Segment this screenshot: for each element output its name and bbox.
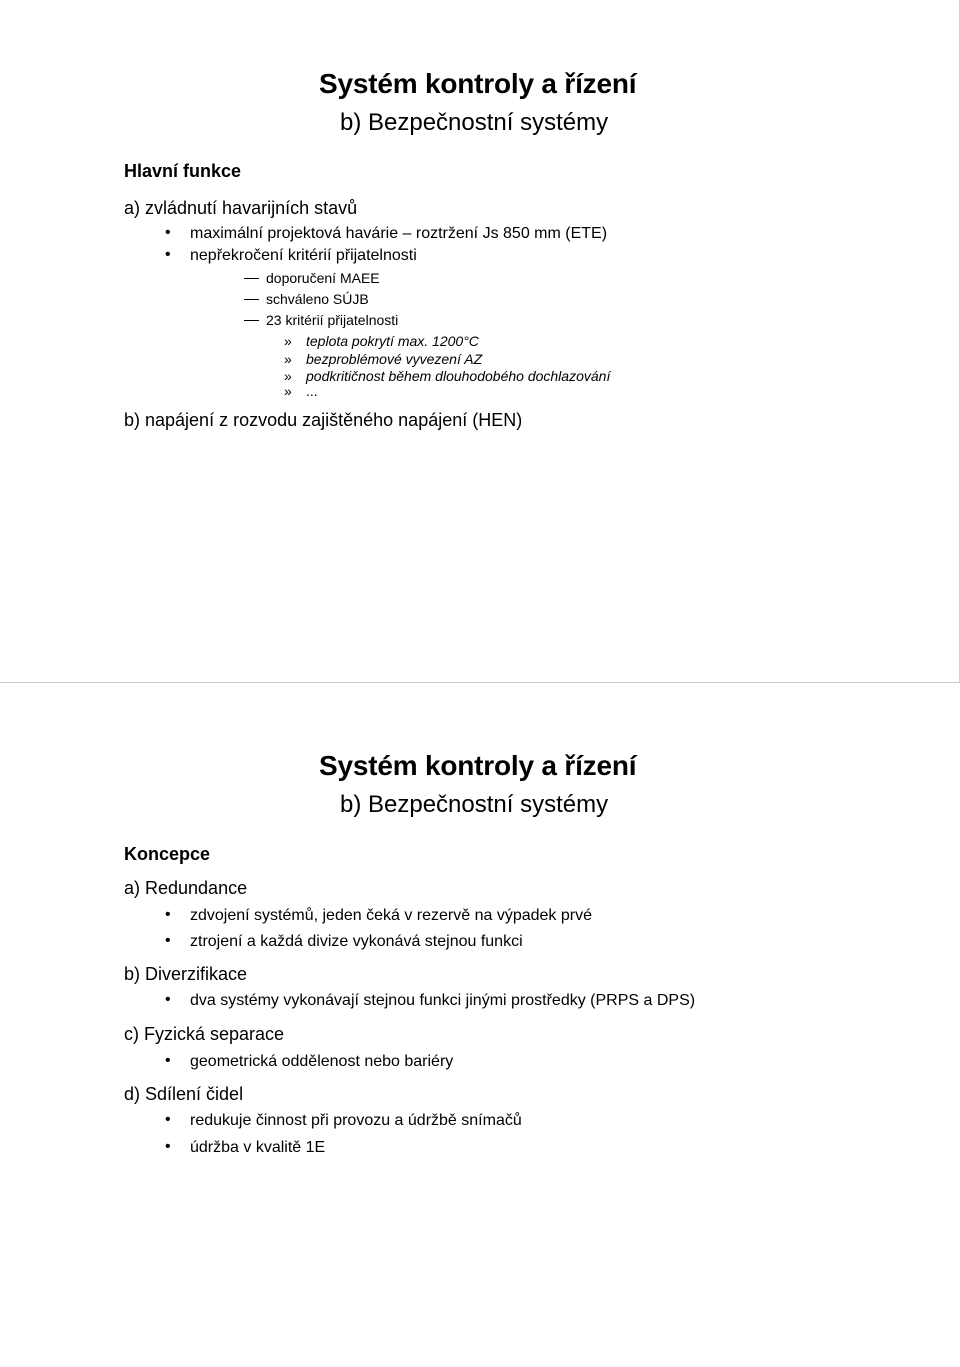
bullet-icon: •: [165, 1138, 171, 1155]
criteria-item: [284, 333, 479, 349]
bullet-text: redukuje činnost při provozu a údržbě snímačů: [190, 1112, 522, 1129]
bullet-text: dva systémy vykonávají stejnou funkci jinými prostředky (PRPS a DPS): [190, 992, 696, 1009]
dash-text: doporučení MAEE: [266, 270, 380, 286]
dash-item: [266, 312, 398, 328]
bullet-icon: •: [165, 1111, 171, 1128]
slide-1: [0, 0, 960, 683]
criteria-item: [284, 351, 483, 367]
bullet-icon: •: [165, 1052, 171, 1069]
bullet-text: maximální projektová havárie – roztržení Js 850 mm (ETE): [190, 225, 608, 242]
bullet-text: údržba v kvalitě 1E: [190, 1139, 326, 1156]
raquo-icon: »: [284, 368, 292, 384]
bullet-text: zdvojení systémů, jeden čeká v rezervě na výpadek prvé: [190, 907, 592, 924]
dash-text: 23 kritérií přijatelnosti: [266, 312, 399, 328]
dash-icon: [244, 299, 259, 300]
criteria-item: [284, 368, 611, 384]
slide-title: Systém kontroly a řízení: [319, 750, 637, 781]
separace-label: c) Fyzická separace: [124, 1024, 285, 1044]
bullet-icon: •: [165, 246, 171, 263]
section-heading: Hlavní funkce: [124, 161, 242, 181]
page-divider: [0, 682, 960, 683]
slide-2: [0, 684, 960, 1367]
bullet-item: [165, 1052, 454, 1071]
bullet-text: nepřekročení kritérií přijatelnosti: [190, 247, 417, 264]
cidla-label: d) Sdílení čidel: [124, 1084, 244, 1104]
bullet-item: [165, 246, 417, 265]
dash-icon: [244, 320, 259, 321]
diverzifikace-label: b) Diverzifikace: [124, 964, 248, 984]
dash-item: [266, 270, 380, 286]
raquo-icon: »: [284, 383, 292, 399]
bullet-icon: •: [165, 906, 171, 923]
criteria-text: bezproblémové vyvezení AZ: [306, 351, 483, 367]
slide-frame: [0, 0, 960, 682]
bullet-item: [165, 906, 592, 925]
redundance-label: a) Redundance: [124, 878, 248, 898]
bullet-item: [165, 932, 523, 951]
slide-title: Systém kontroly a řízení: [319, 68, 637, 99]
section-heading: Koncepce: [124, 844, 211, 864]
item-b: b) napájení z rozvodu zajištěného napájení (HEN): [124, 410, 523, 430]
criteria-text: ...: [306, 383, 318, 399]
dash-icon: [244, 278, 259, 279]
slide-subtitle: b) Bezpečnostní systémy: [340, 109, 609, 136]
bullet-icon: •: [165, 991, 171, 1008]
bullet-item: [165, 1138, 326, 1157]
dash-item: [266, 291, 369, 307]
bullet-item: [165, 991, 696, 1010]
bullet-icon: •: [165, 224, 171, 241]
item-a: a) zvládnutí havarijních stavů: [124, 198, 358, 218]
raquo-icon: »: [284, 351, 292, 367]
bullet-item: [165, 1111, 522, 1130]
slide-subtitle: b) Bezpečnostní systémy: [340, 791, 609, 818]
criteria-item: [284, 383, 318, 399]
criteria-text: teplota pokrytí max. 1200°C: [306, 333, 479, 349]
bullet-item: [165, 224, 608, 243]
criteria-text: podkritičnost během dlouhodobého dochlazování: [306, 368, 611, 384]
bullet-text: geometrická oddělenost nebo bariéry: [190, 1053, 454, 1070]
raquo-icon: »: [284, 333, 292, 349]
dash-text: schváleno SÚJB: [266, 291, 369, 307]
bullet-icon: •: [165, 932, 171, 949]
bullet-text: ztrojení a každá divize vykonává stejnou funkci: [190, 933, 523, 950]
